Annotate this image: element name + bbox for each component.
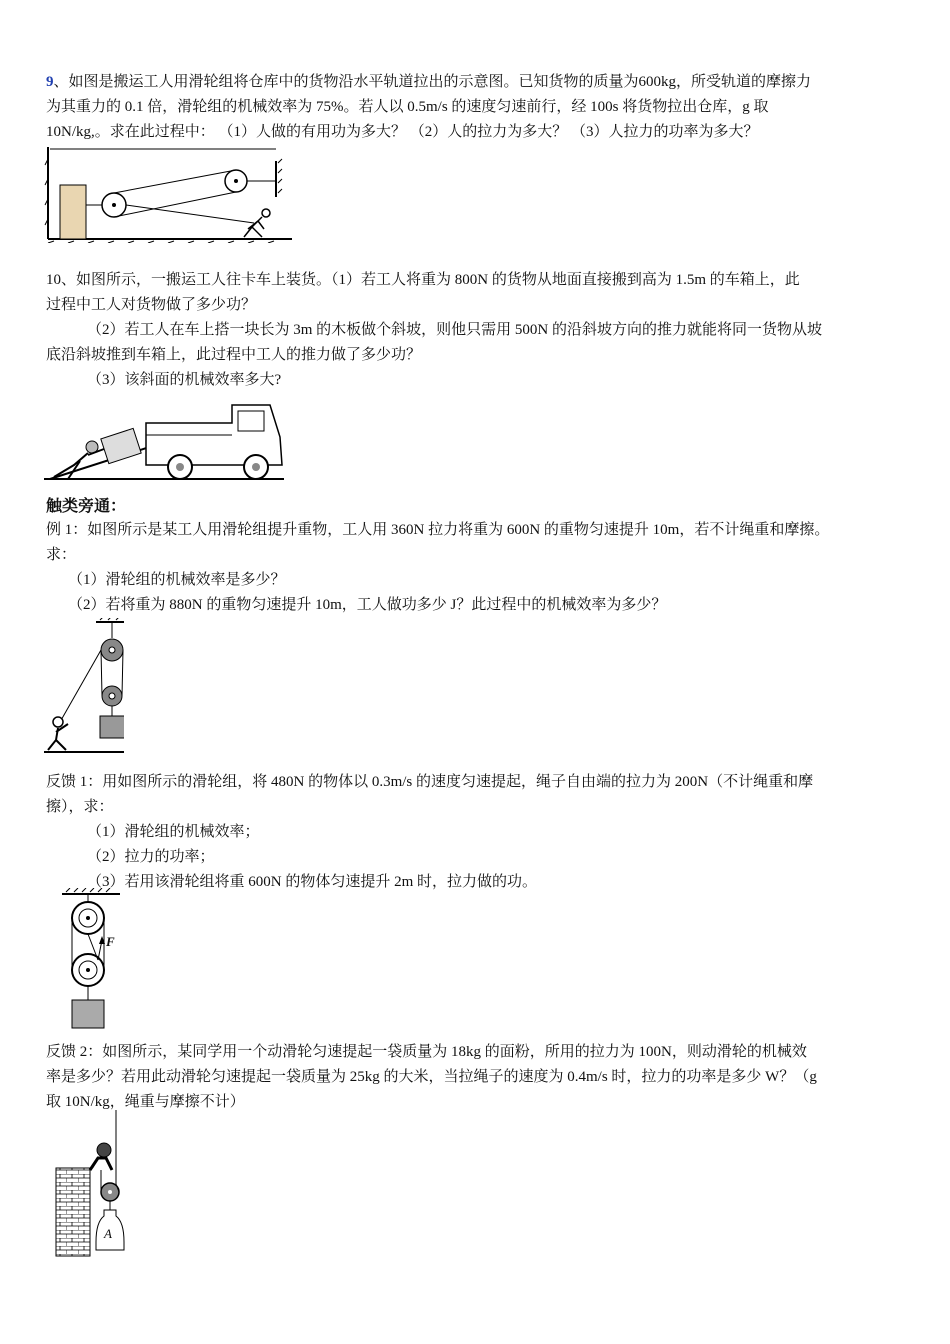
fb1-q2: （2）拉力的功率； bbox=[87, 849, 215, 865]
q10-line-3: （2）若工人在车上搭一块长为 3m 的木板做个斜坡，则他只需用 500N 的沿斜坡方向的推力就能将同一货物从坡 bbox=[87, 322, 823, 338]
fb1-q1: （1）滑轮组的机械效率； bbox=[87, 824, 260, 840]
fb1-q3: （3）若用该滑轮组将重 600N 的物体匀速提升 2m 时，拉力做的功。 bbox=[87, 874, 538, 890]
q9-text-1: 、如图是搬运工人用滑轮组将仓库中的货物沿水平轨道拉出的示意图。已知货物的质量为600kg，所受轨道的摩擦力 bbox=[53, 74, 812, 90]
q10-line-4: 底沿斜坡推到车箱上，此过程中工人的推力做了多少功？ bbox=[46, 347, 422, 363]
q10-line-2: 过程中工人对货物做了多少功？ bbox=[46, 297, 257, 313]
ex1-q1: （1）滑轮组的机械效率是多少？ bbox=[68, 572, 286, 588]
q9-line-2: 为其重力的 0.1 倍，滑轮组的机械效率为 75%。若人以 0.5m/s 的速度匀速前行，经 100s 将货物拉出仓库，g 取 bbox=[46, 99, 769, 115]
pulley-worker-figure bbox=[44, 618, 124, 758]
q10-line-1: 10、如图所示，一搬运工人往卡车上装货。（1）若工人将重为 800N 的货物从地面直接搬到高为 1.5m 的车箱上，此 bbox=[46, 272, 800, 288]
force-label: F bbox=[106, 934, 115, 949]
q9-line-1 bbox=[46, 70, 916, 95]
q10-line-5: （3）该斜面的机械效率多大? bbox=[87, 372, 282, 388]
bag-label: A bbox=[104, 1226, 112, 1241]
fb2-line-3: 取 10N/kg，绳重与摩擦不计） bbox=[46, 1094, 245, 1110]
ex1-line-1: 例 1：如图所示是某工人用滑轮组提升重物，工人用 360N 拉力将重为 600N 的重物匀速提升 10m，若不计绳重和摩擦。 bbox=[46, 522, 830, 538]
ex1-line-2: 求： bbox=[46, 547, 77, 563]
fb2-line-2: 率是多少？若用此动滑轮匀速提起一袋质量为 25kg 的大米，当拉绳子的速度为 0.4m/s 时，拉力的功率是多少 W？（g bbox=[46, 1069, 817, 1085]
pulley-block-figure bbox=[60, 888, 126, 1032]
ex1-q2: （2）若将重为 880N 的重物匀速提升 10m，工人做功多少 J？此过程中的机械效率为多少？ bbox=[68, 597, 667, 613]
pulley-horizontal-figure bbox=[44, 145, 296, 243]
q9-line-3: 10N/kg,。求在此过程中： （1）人做的有用功为多大？ （2）人的拉力为多大？ （3）人拉力的功率为多大？ bbox=[46, 124, 759, 140]
fb1-line-2: 擦），求： bbox=[46, 799, 114, 815]
section-title: 触类旁通： bbox=[46, 498, 127, 515]
q9-number: 9 bbox=[46, 74, 54, 90]
movable-pulley-figure bbox=[54, 1110, 134, 1260]
fb2-line-1: 反馈 2：如图所示，某同学用一个动滑轮匀速提起一袋质量为 18kg 的面粉，所用的拉力为 100N，则动滑轮的机械效 bbox=[46, 1044, 807, 1060]
truck-ramp-figure bbox=[44, 393, 286, 485]
fb1-line-1: 反馈 1：用如图所示的滑轮组，将 480N 的物体以 0.3m/s 的速度匀速提起，绳子自由端的拉力为 200N（不计绳重和摩 bbox=[46, 774, 814, 790]
